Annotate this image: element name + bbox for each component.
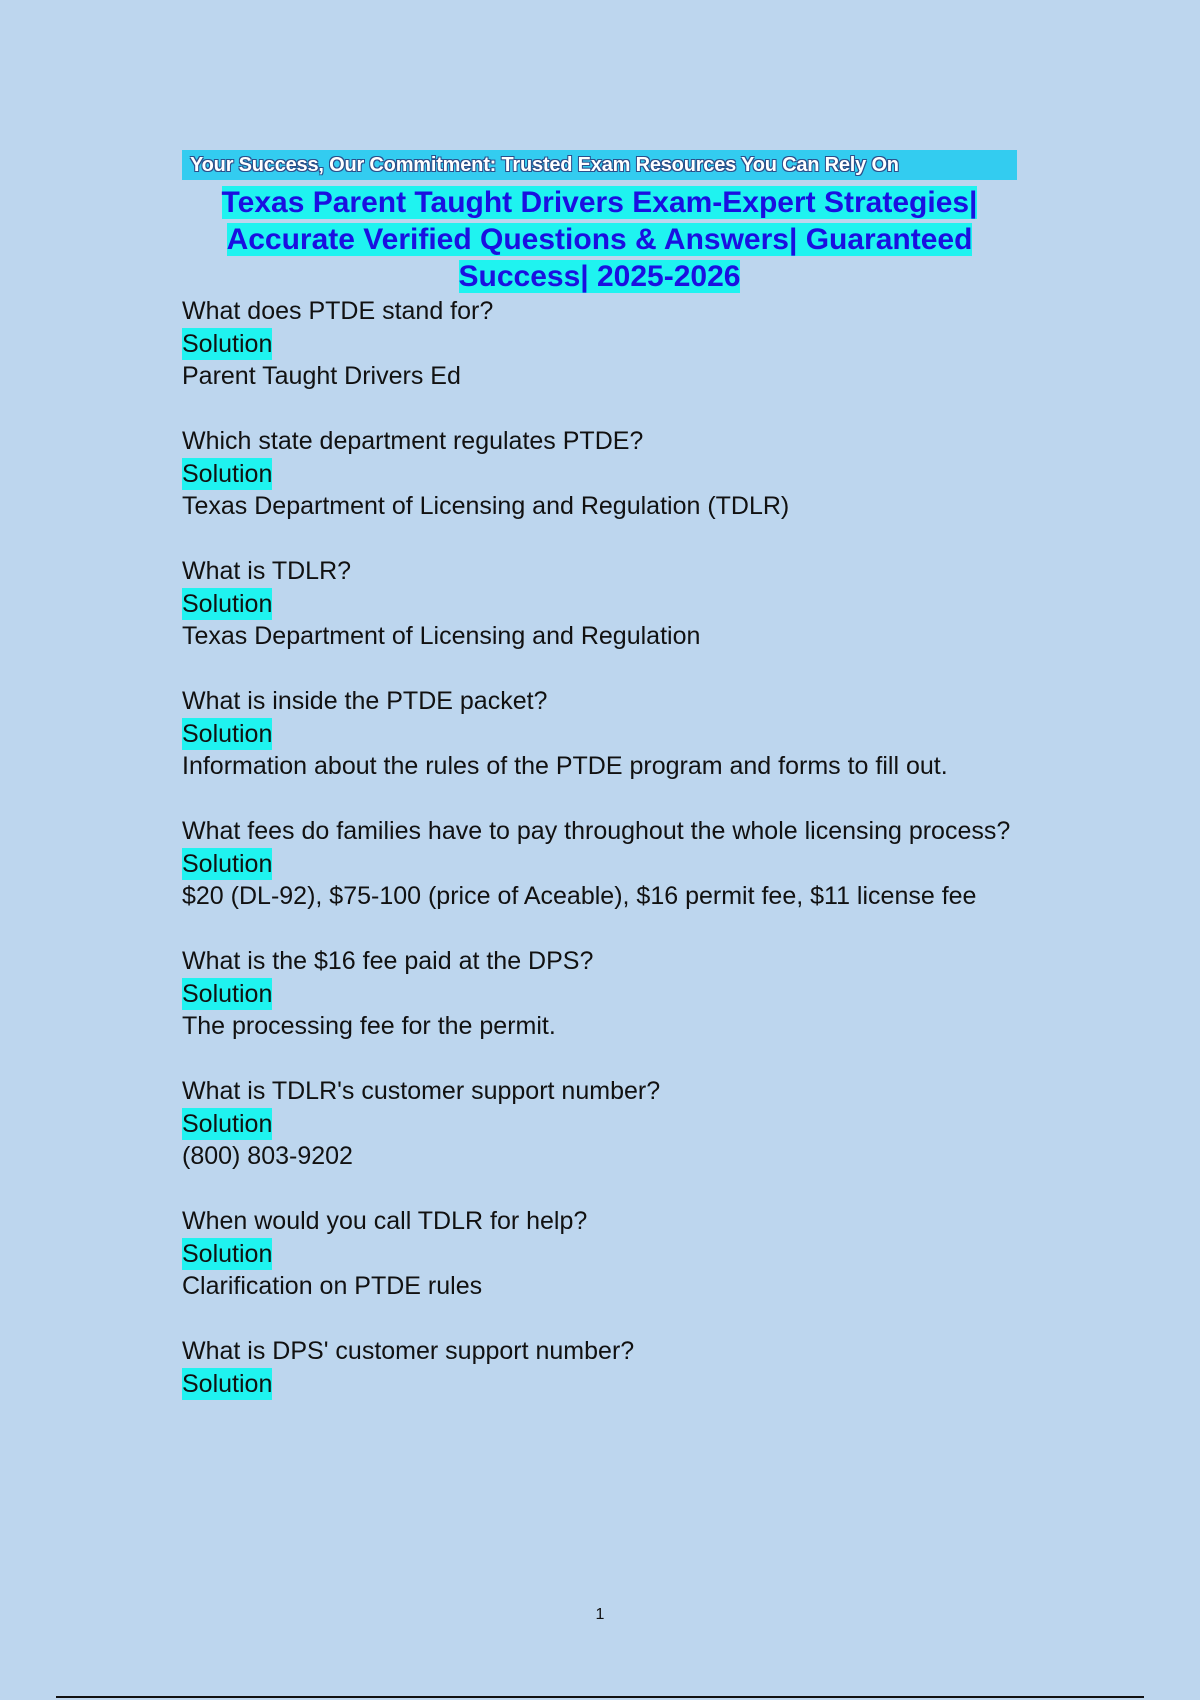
answer-text: Parent Taught Drivers Ed (182, 362, 461, 390)
solution-label: Solution (182, 1368, 272, 1401)
qa-item-6 (182, 945, 1017, 1043)
answer-text: Texas Department of Licensing and Regulation (TDLR) (182, 492, 790, 520)
qa-item-1 (182, 295, 1017, 393)
question-text: What does PTDE stand for? (182, 297, 494, 325)
page-number: 1 (595, 1606, 605, 1623)
document-page (182, 150, 1017, 1400)
answer-text: Texas Department of Licensing and Regulation (182, 622, 701, 650)
solution-label: Solution (182, 588, 272, 621)
question-text: What fees do families have to pay throughout the whole licensing process? (182, 817, 1011, 845)
footer-divider (56, 1696, 1144, 1698)
question-text: What is TDLR's customer support number? (182, 1077, 661, 1105)
answer-text: (800) 803-9202 (182, 1142, 353, 1170)
solution-label: Solution (182, 328, 272, 361)
document-title-text: Texas Parent Taught Drivers Exam-Expert Strategies| Accurate Verified Questions & Answers| Guaranteed Success| 2025-2026 (221, 186, 978, 293)
solution-label: Solution (182, 848, 272, 881)
question-text: Which state department regulates PTDE? (182, 427, 644, 455)
question-text: When would you call TDLR for help? (182, 1207, 588, 1235)
answer-text: $20 (DL-92), $75-100 (price of Aceable), $16 permit fee, $11 license fee (182, 882, 977, 910)
solution-label: Solution (182, 1108, 272, 1141)
qa-item-2 (182, 425, 1017, 523)
solution-label: Solution (182, 458, 272, 491)
banner-tagline: Your Success, Our Commitment: Trusted Exam Resources You Can Rely On (182, 150, 1017, 180)
solution-label: Solution (182, 978, 272, 1011)
qa-item-7 (182, 1075, 1017, 1173)
answer-text: Clarification on PTDE rules (182, 1272, 483, 1300)
qa-list (182, 295, 1017, 1400)
answer-text: The processing fee for the permit. (182, 1012, 556, 1040)
qa-item-9 (182, 1335, 1017, 1400)
qa-item-3 (182, 555, 1017, 653)
answer-text: Information about the rules of the PTDE program and forms to fill out. (182, 752, 948, 780)
qa-item-5 (182, 815, 1017, 913)
solution-label: Solution (182, 718, 272, 751)
solution-label: Solution (182, 1238, 272, 1271)
qa-item-8 (182, 1205, 1017, 1303)
question-text: What is inside the PTDE packet? (182, 687, 548, 715)
question-text: What is DPS' customer support number? (182, 1337, 635, 1365)
document-title (182, 184, 1017, 295)
question-text: What is TDLR? (182, 557, 352, 585)
qa-item-4 (182, 685, 1017, 783)
question-text: What is the $16 fee paid at the DPS? (182, 947, 594, 975)
